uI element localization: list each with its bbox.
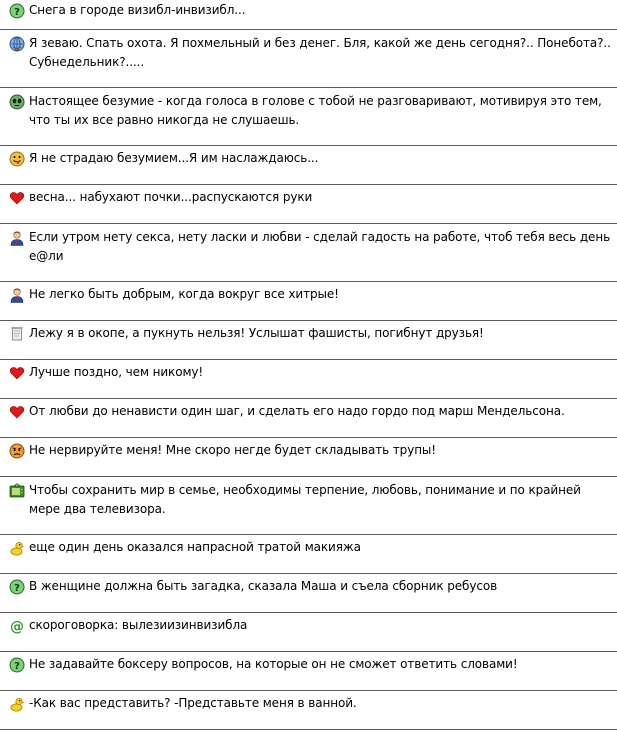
status-text: Не задавайте боксеру вопросов, на которые он не сможет ответить словами! [29, 657, 518, 671]
tv-icon [9, 483, 25, 499]
list-item [0, 535, 617, 574]
list-item [0, 88, 617, 146]
status-text: -Как вас представить? -Представьте меня в ванной. [29, 696, 357, 710]
question-smiley-icon [9, 657, 25, 673]
heart-icon [9, 404, 25, 420]
list-item [0, 146, 617, 185]
list-item [0, 0, 617, 30]
list-item [0, 185, 617, 224]
status-text: еще один день оказался напрасной тратой макияжа [29, 540, 361, 554]
status-text: Снега в городе визибл-инвизибл... [29, 3, 246, 17]
status-text: От любви до ненависти один шаг, и сделать его надо гордо под марш Мендельсона. [29, 404, 565, 418]
list-item [0, 613, 617, 652]
svg-text:?: ? [14, 661, 20, 672]
list-item [0, 321, 617, 360]
list-item [0, 224, 617, 282]
status-text: Чтобы сохранить мир в семье, необходимы терпение, любовь, понимание и по крайней мере два телевизора. [29, 483, 581, 516]
status-text: Настоящее безумие - когда голоса в голове с тобой не разговаривают, мотивируя это тем, что ты их все равно никогда не слушаешь. [29, 94, 602, 127]
question-smiley-icon [9, 579, 25, 595]
paper-scroll-icon [9, 326, 25, 342]
alien-smiley-icon [9, 94, 25, 110]
svg-text:?: ? [14, 583, 20, 594]
status-text: Я не страдаю безумием...Я им наслаждаюсь... [29, 151, 319, 165]
businessman-icon [9, 230, 25, 246]
list-item [0, 360, 617, 399]
list-item [0, 399, 617, 438]
angry-smiley-icon [9, 443, 25, 459]
tongue-smiley-icon [9, 151, 25, 167]
list-item [0, 691, 617, 730]
list-item [0, 438, 617, 477]
status-text: Если утром нету секса, нету ласки и любви - сделай гадость на работе, чтоб тебя весь день е@ли [29, 230, 611, 263]
businessman-icon [9, 287, 25, 303]
heart-icon [9, 190, 25, 206]
question-smiley-icon [9, 3, 25, 19]
svg-text:@: @ [10, 619, 24, 634]
list-item [0, 574, 617, 613]
duck-icon [9, 540, 25, 556]
list-item [0, 282, 617, 321]
globe-smiley-icon [9, 36, 25, 52]
list-item [0, 30, 617, 88]
status-text: Лучше поздно, чем никому! [29, 365, 204, 379]
status-text: весна... набухают почки...распускаются руки [29, 190, 313, 204]
status-text: Лежу я в окопе, а пукнуть нельзя! Услышат фашисты, погибнут друзья! [29, 326, 484, 340]
heart-icon [9, 365, 25, 381]
list-item [0, 652, 617, 691]
status-text: Не легко быть добрым, когда вокруг все хитрые! [29, 287, 339, 301]
status-text: скороговорка: вылезиизинвизибла [29, 618, 248, 632]
status-text: Я зеваю. Спать охота. Я похмельный и без денег. Бля, какой же день сегодня?.. Понебота?.. Субнедельник?..... [29, 36, 611, 69]
duck-icon [9, 696, 25, 712]
status-text: В женщине должна быть загадка, сказала Маша и съела сборник ребусов [29, 579, 498, 593]
at-sign-icon [9, 618, 25, 634]
list-item [0, 477, 617, 535]
svg-text:?: ? [14, 7, 20, 18]
status-text: Не нервируйте меня! Мне скоро негде будет складывать трупы! [29, 443, 437, 457]
